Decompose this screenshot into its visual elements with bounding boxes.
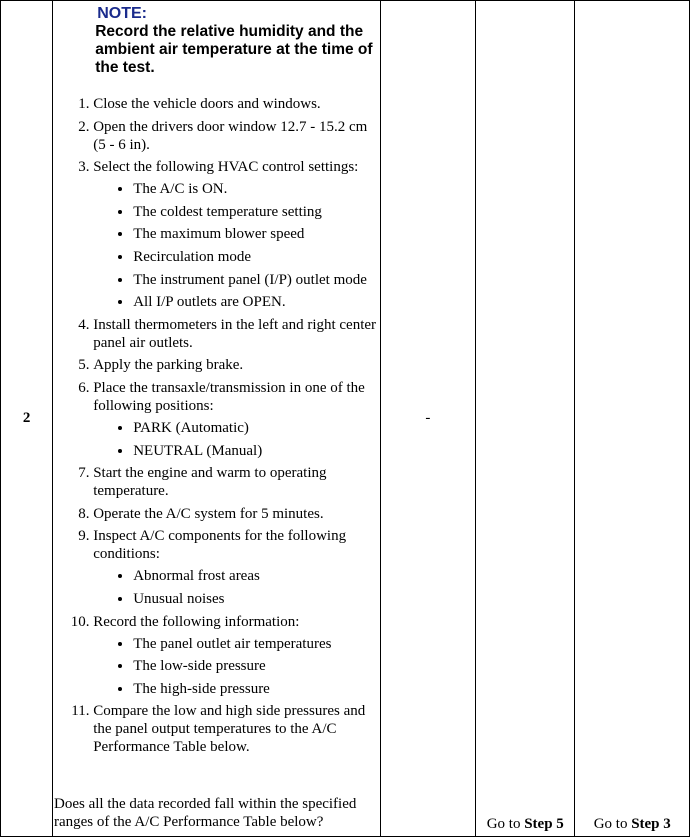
step-text: Place the transaxle/transmission in one of the following positions: [93,379,365,414]
yes-prefix: Go to [486,816,525,832]
bullet-item: • Abnormal frost areas [133,567,379,585]
step-text: Inspect A/C components for the following conditions: [93,528,347,563]
step-text: Select the following HVAC control settings: [93,159,359,176]
step-text: Start the engine and warm to operating temperature. [93,465,327,500]
step-bullets [93,419,379,460]
step-item [93,95,379,113]
value-cell [380,1,475,837]
step-item [93,356,379,374]
step-item [93,505,379,523]
step-bullets [93,635,379,698]
note-label: NOTE: [97,5,147,22]
step-item [93,158,379,311]
no-step: Step 3 [631,816,671,832]
bullet-item: • The high-side pressure [133,680,379,698]
question-text: Does all the data recorded fall within the specified ranges of the A/C Performance Table below? [54,796,357,830]
bullet-item: • All I/P outlets are OPEN. [133,293,379,311]
procedure-steps-list [53,95,379,756]
bullet-item: • NEUTRAL (Manual) [133,442,379,460]
bullet-item: • PARK (Automatic) [133,419,379,437]
value-text: - [425,410,431,426]
step-item [93,702,379,756]
bullet-item: • The A/C is ON. [133,180,379,198]
step-number-cell [1,1,53,837]
step-item [93,118,379,154]
bullet-item: • The coldest temperature setting [133,203,379,221]
bullet-item: • The panel outlet air temperatures [133,635,379,653]
bullet-item: • The maximum blower speed [133,225,379,243]
yes-cell [476,1,575,837]
step-text: Compare the low and high side pressures and the panel output temperatures to the A/C Performance Table below. [93,703,366,756]
step-text: Record the following information: [93,613,300,630]
table-row [1,1,690,837]
step-item [93,464,379,500]
yes-step: Step 5 [524,816,564,832]
note-block [97,5,379,77]
step-bullets [93,180,379,311]
bullet-item: • The low-side pressure [133,657,379,675]
step-text: Operate the A/C system for 5 minutes. [93,505,324,522]
bullet-item: • Unusual noises [133,590,379,608]
no-link[interactable] [575,816,689,836]
step-text: Apply the parking brake. [93,357,244,374]
action-cell [53,1,380,837]
note-text: Record the relative humidity and the ambient air temperature at the time of the test. [95,23,373,76]
step-item [93,316,379,352]
yes-link[interactable] [476,816,574,836]
no-prefix: Go to [593,816,632,832]
step-item [93,613,379,698]
step-item [93,379,379,460]
step-text: Install thermometers in the left and right center panel air outlets. [93,316,377,351]
no-cell [575,1,690,837]
step-number: 2 [22,410,31,426]
bullet-item: • The instrument panel (I/P) outlet mode [133,271,379,289]
step-bullets [93,567,379,608]
step-item [93,527,379,608]
step-text: Close the vehicle doors and windows. [93,96,321,112]
bullet-item: • Recirculation mode [133,248,379,266]
step-text: Open the drivers door window 12.7 - 15.2 cm (5 - 6 in). [93,118,368,153]
